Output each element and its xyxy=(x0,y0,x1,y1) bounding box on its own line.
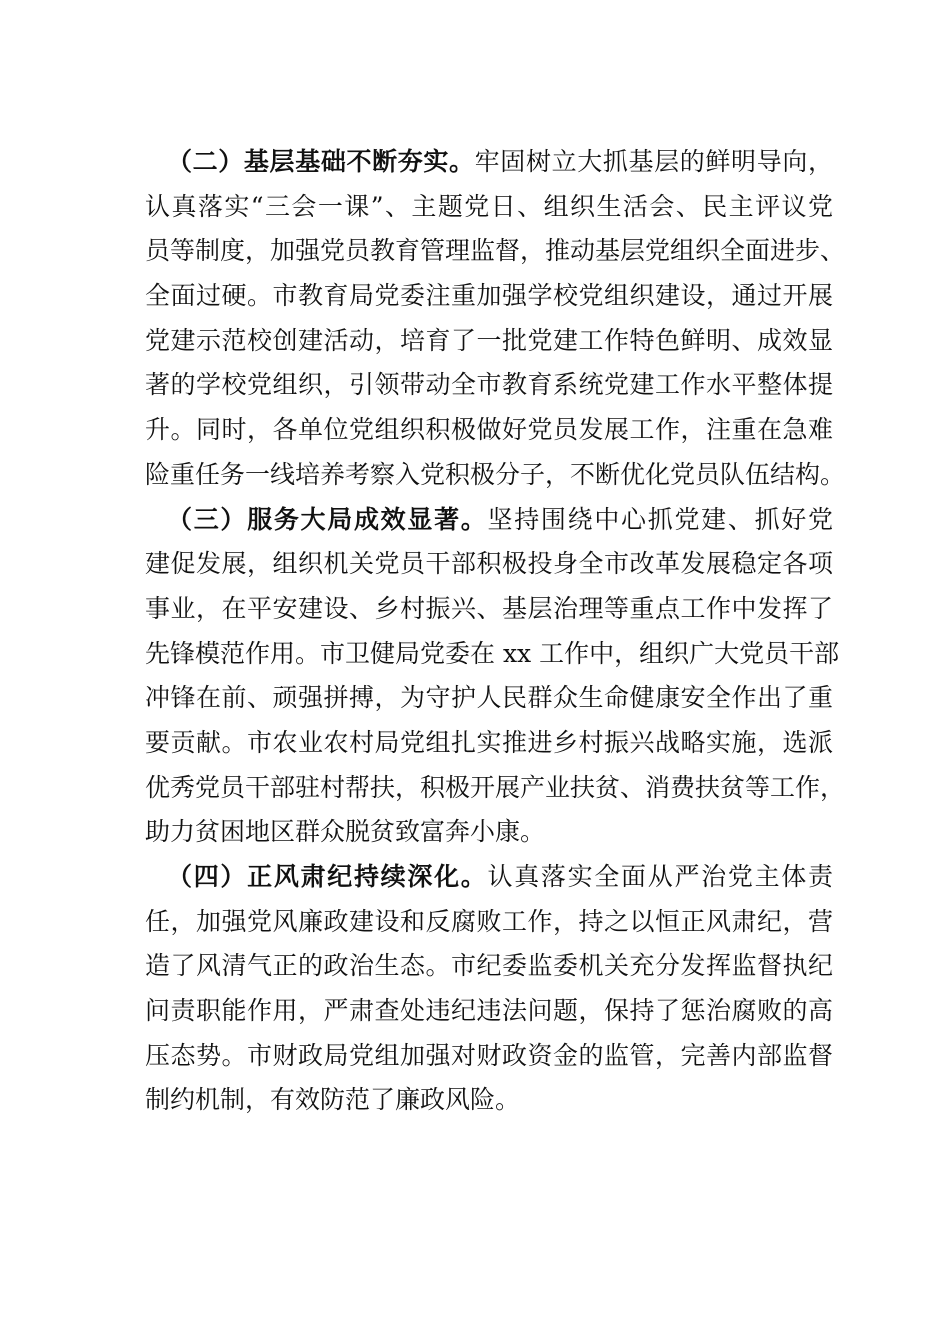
paragraph-line: 党建示范校创建活动，培育了一批党建工作特色鲜明、成效显 xyxy=(145,325,833,355)
paragraph-first-line xyxy=(145,498,833,543)
paragraph-text: 牢固树立大抓基层的鲜明导向， xyxy=(474,147,833,176)
paragraph-line: 冲锋在前、顽强拼搏，为守护人民群众生命健康安全作出了重 xyxy=(145,683,833,713)
paragraph-line: 造了风清气正的政治生态。市纪委监委机关充分发挥监督执纪 xyxy=(145,951,833,981)
paragraph-line: 任，加强党风廉政建设和反腐败工作，持之以恒正风肃纪，营 xyxy=(145,906,833,936)
paragraph-text: 坚持围绕中心抓党建、抓好党 xyxy=(487,504,833,534)
paragraph-line: 险重任务一线培养考察入党积极分子，不断优化党员队伍结构。 xyxy=(145,459,846,489)
paragraph-line: 问责职能作用，严肃查处违纪违法问题，保持了惩治腐败的高 xyxy=(145,996,833,1026)
section-heading: （三）服务大局成效显著。 xyxy=(167,504,488,534)
paragraph-line: 建促发展，组织机关党员干部积极投身全市改革发展稳定各项 xyxy=(145,549,833,579)
paragraph-line: 助力贫困地区群众脱贫致富奔小康。 xyxy=(145,817,546,847)
section-heading: （四）正风肃纪持续深化。 xyxy=(167,862,488,891)
paragraph-text: 认真落实全面从严治党主体责 xyxy=(487,862,833,891)
paragraph-line: 制约机制，有效防范了廉政风险。 xyxy=(145,1085,521,1115)
paragraph-line: 事业，在平安建设、乡村振兴、基层治理等重点工作中发挥了 xyxy=(145,593,833,623)
paragraph-first-line xyxy=(145,140,833,185)
paragraph-line: 压态势。市财政局党组加强对财政资金的监管，完善内部监督 xyxy=(145,1040,833,1070)
document-body xyxy=(145,140,846,1123)
paragraph-line: 先锋模范作用。市卫健局党委在 xx 工作中，组织广大党员干部 xyxy=(145,638,840,668)
section-heading: （二）基层基础不断夯实。 xyxy=(167,147,475,176)
paragraph-line: 优秀党员干部驻村帮扶，积极开展产业扶贫、消费扶贫等工作， xyxy=(145,772,846,802)
paragraph-line: 全面过硬。市教育局党委注重加强学校党组织建设，通过开展 xyxy=(145,281,833,311)
paragraph-first-line xyxy=(145,855,833,900)
paragraph-line: 要贡献。市农业农村局党组扎实推进乡村振兴战略实施，选派 xyxy=(145,727,833,757)
paragraph-line: 认真落实“三会一课”、主题党日、组织生活会、民主评议党 xyxy=(145,191,833,221)
paragraph-line: 升。同时，各单位党组织积极做好党员发展工作，注重在急难 xyxy=(145,415,833,445)
paragraph-line: 著的学校党组织，引领带动全市教育系统党建工作水平整体提 xyxy=(145,370,833,400)
paragraph-line: 员等制度，加强党员教育管理监督，推动基层党组织全面进步、 xyxy=(145,236,846,266)
